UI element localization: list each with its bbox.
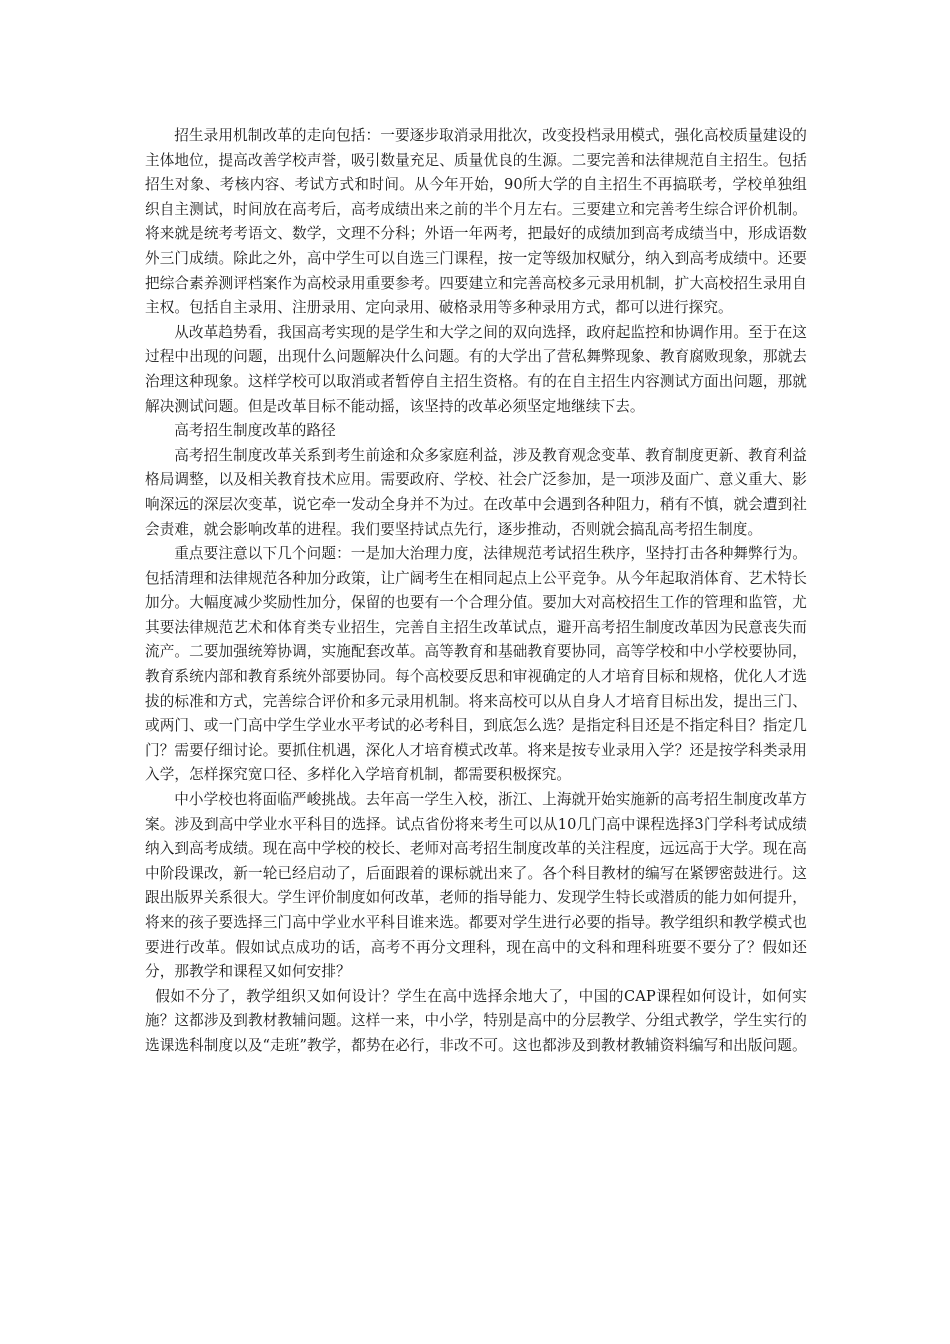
section-heading-reform-path: 高考招生制度改革的路径 xyxy=(174,422,336,440)
paragraph-key-issues: 重点要注意以下几个问题：一是加大治理力度，法律规范考试招生秩序，坚持打击各种舞弊行为。包括清理和法律规范各种加分政策，让广阔考生在相同起点上公平竞争。从今年起取消体育、艺术特长加分。大幅度减少奖励性加分，保留的也要有一个合理分值。要加大对高校招生工作的管理和监管，尤其要法律规范艺术和体育类专业招生，完善自主招生改革试点，避开高考招生制度改革因为民意丧失而流产。二要加强统筹协调，实施配套改革。高等教育和基础教育要协同，高等学校和中小学校要协同，教育系统内部和教育系统外部要协同。每个高校要反思和审视确定的人才培育目标和规格，优化人才选拔的标准和方式，完善综合评价和多元录用机制。将来高校可以从自身人才培育目标出发，提出三门、或两门、或一门高中学生学业水平考试的必考科目，到底怎么选？是指定科目还是不指定科目？指定几门？需要仔细讨论。要抓住机遇，深化人才培育模式改革。将来是按专业录用入学？还是按学科类录用入学，怎样探究宽口径、多样化入学培育机制，都需要积极探究。 xyxy=(145,545,807,784)
paragraph-teaching-organization: 假如不分了，教学组织又如何设计？学生在高中选择余地大了，中国的CAP课程如何设计，如何实施？这都涉及到教材教辅问题。这样一来，中小学，特别是高中的分层教学、分组式教学，学生实行的选课选科制度以及“走班”教学，都势在必行，非改不可。这也都涉及到教材教辅资料编写和出版问题。 xyxy=(145,987,807,1054)
paragraph-school-challenges: 中小学校也将面临严峻挑战。去年高一学生入校，浙江、上海就开始实施新的高考招生制度改革方案。涉及到高中学业水平科目的选择。试点省份将来考生可以从10几门高中课程选择3门学科考试成绩纳入到高考成绩。现在高中学校的校长、老师对高考招生制度改革的关注程度，远远高于大学。现在高中阶段课改，新一轮已经启动了，后面跟着的课标就出来了。各个科目教材的编写在紧锣密鼓进行。这跟出版界关系很大。学生评价制度如何改革，老师的指导能力、发现学生特长或潜质的能力如何提升，将来的孩子要选择三门高中学业水平科目谁来选。都要对学生进行必要的指导。教学组织和教学模式也要进行改革。假如试点成功的话，高考不再分文理科，现在高中的文科和理科班要不要分了？假如还分，那教学和课程又如何安排？ xyxy=(145,791,807,981)
paragraph-reform-scope: 高考招生制度改革关系到考生前途和众多家庭利益，涉及教育观念变革、教育制度更新、教育利益格局调整，以及相关教育技术应用。需要政府、学校、社会广泛参加，是一项涉及面广、意义重大、影响深远的深层次变革，说它牵一发动全身并不为过。在改革中会遇到各种阻力，稍有不慎，就会遭到社会责难，就会影响改革的进程。我们要坚持试点先行，逐步推动，否则就会搞乱高考招生制度。 xyxy=(145,446,807,538)
paragraph-reform-trend: 从改革趋势看，我国高考实现的是学生和大学之间的双向选择，政府起监控和协调作用。至于在这过程中出现的问题，出现什么问题解决什么问题。有的大学出了营私舞弊现象、教育腐败现象，那就去治理这种现象。这样学校可以取消或者暂停自主招生资格。有的在自主招生内容测试方面出问题，那就解决测试问题。但是改革目标不能动摇，该坚持的改革必须坚定地继续下去。 xyxy=(145,323,807,415)
document-body xyxy=(145,124,807,1059)
paragraph-admission-mechanism: 招生录用机制改革的走向包括：一要逐步取消录用批次，改变投档录用模式，强化高校质量建设的主体地位，提高改善学校声誉，吸引数量充足、质量优良的生源。二要完善和法律规范自主招生。包括招生对象、考核内容、考试方式和时间。从今年开始，90所大学的自主招生不再搞联考，学校单独组织自主测试，时间放在高考后，高考成绩出来之前的半个月左右。三要建立和完善考生综合评价机制。将来就是统考考语文、数学，文理不分科；外语一年两考，把最好的成绩加到高考成绩当中，形成语数外三门成绩。除此之外，高中学生可以自选三门课程，按一定等级加权赋分，纳入到高考成绩中。还要把综合素养测评档案作为高校录用重要参考。四要建立和完善高校多元录用机制，扩大高校招生录用自主权。包括自主录用、注册录用、定向录用、破格录用等多种录用方式，都可以进行探究。 xyxy=(145,127,807,317)
